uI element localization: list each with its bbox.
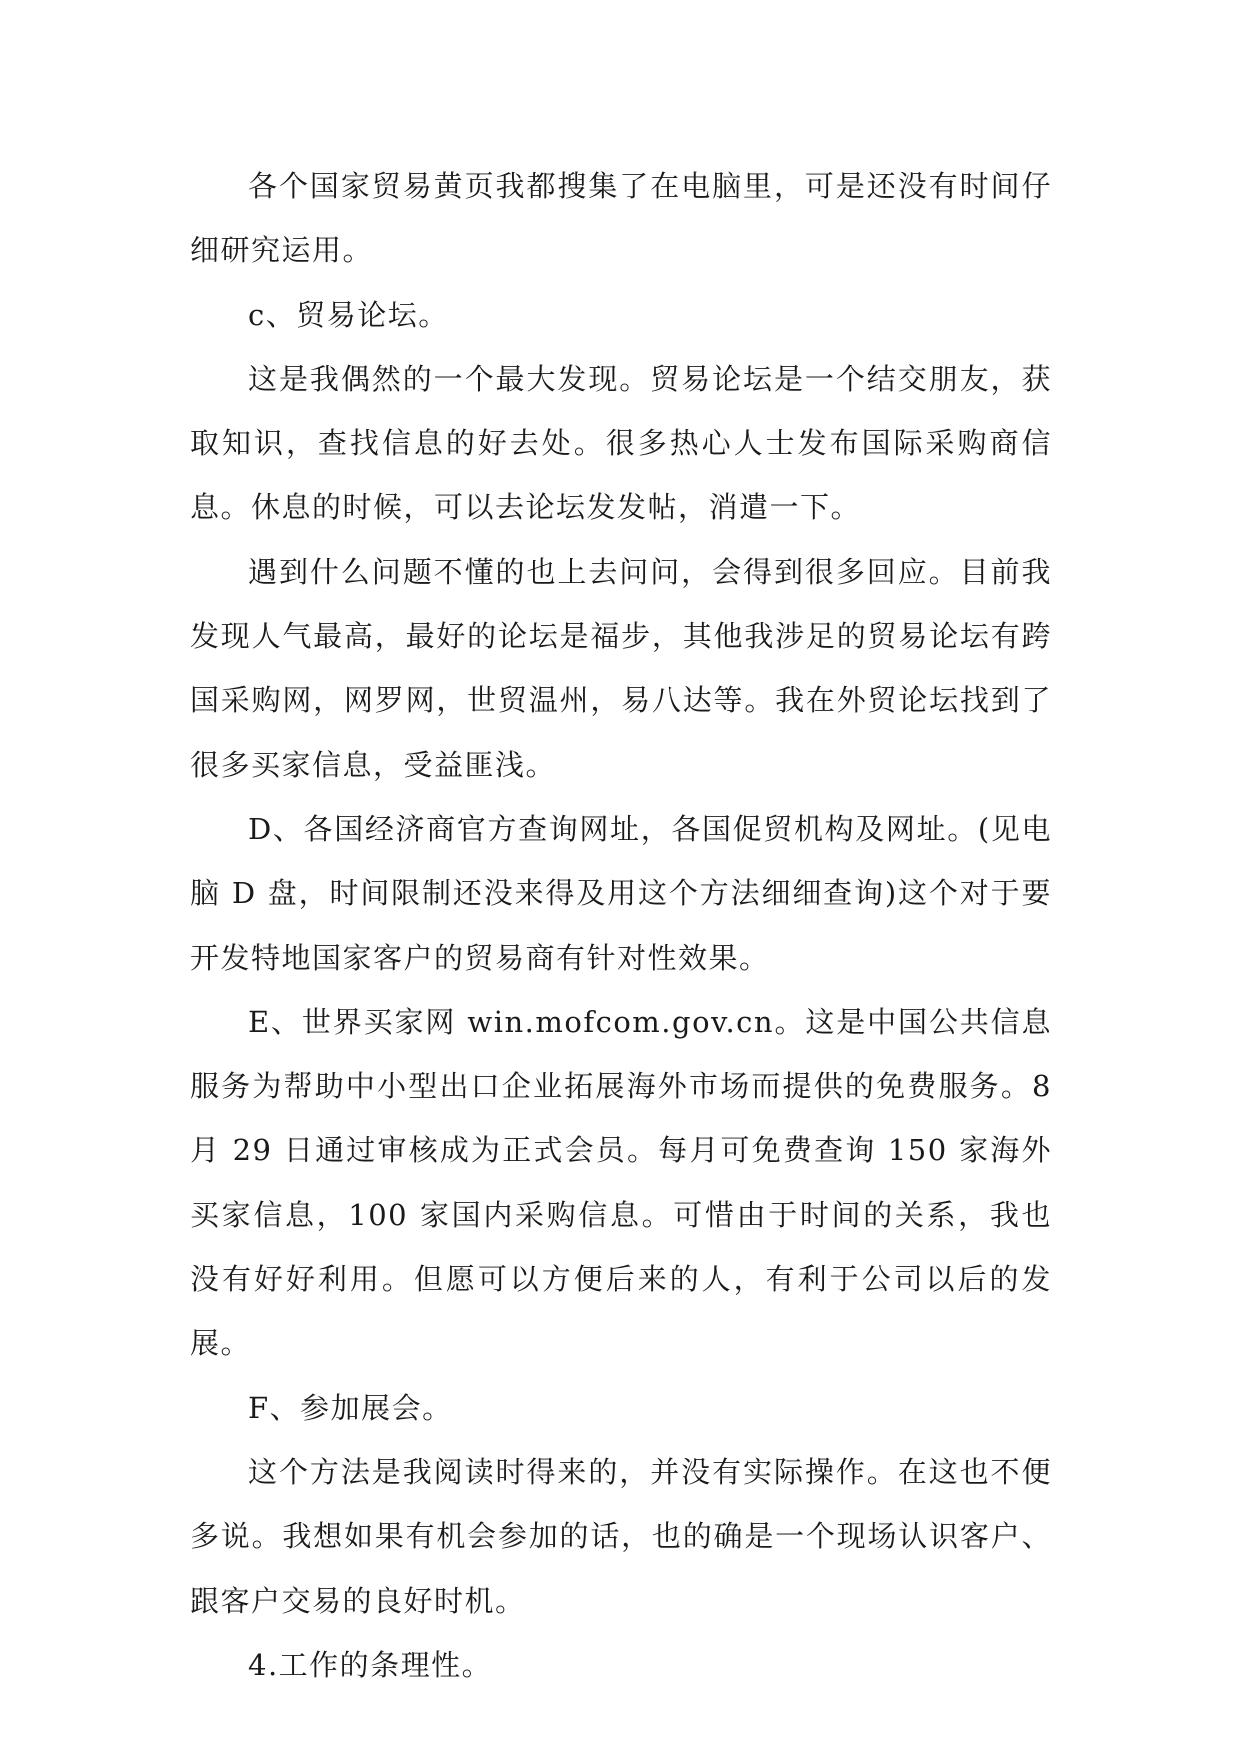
paragraph-world-buyers: E、世界买家网 win.mofcom.gov.cn。这是中国公共信息服务为帮助中小型出口企业拓展海外市场而提供的免费服务。8 月 29 日通过审核成为正式会员。每月可免费查询 150 家海外买家信息，100 家国内采购信息。可惜由于时间的关系，我也没有好好利用。但愿可以方便后来的人，有利于公司以后的发展。 bbox=[190, 1004, 1052, 1361]
paragraph-official-sites: D、各国经济商官方查询网址，各国促贸机构及网址。(见电脑 D 盘，时间限制还没来得及用这个方法细细查询)这个对于要开发特地国家客户的贸易商有针对性效果。 bbox=[190, 811, 1052, 975]
heading-work-organization: 4.工作的条理性。 bbox=[248, 1647, 493, 1682]
paragraph-forum-questions: 遇到什么问题不懂的也上去问问，会得到很多回应。目前我发现人气最高，最好的论坛是福步，其他我涉足的贸易论坛有跨国采购网，网罗网，世贸温州，易八达等。我在外贸论坛找到了很多买家信息，受益匪浅。 bbox=[190, 554, 1052, 782]
heading-trade-shows: F、参加展会。 bbox=[248, 1390, 453, 1425]
heading-trade-forum: c、贸易论坛。 bbox=[248, 297, 449, 332]
paragraph-trade-shows: 这个方法是我阅读时得来的，并没有实际操作。在这也不便多说。我想如果有机会参加的话，也的确是一个现场认识客户、跟客户交易的良好时机。 bbox=[190, 1454, 1052, 1618]
paragraph-yellow-pages: 各个国家贸易黄页我都搜集了在电脑里，可是还没有时间仔细研究运用。 bbox=[190, 169, 1052, 268]
document-body bbox=[190, 154, 1052, 1697]
paragraph-forum-discovery: 这是我偶然的一个最大发现。贸易论坛是一个结交朋友，获取知识，查找信息的好去处。很多热心人士发布国际采购商信息。休息的时候，可以去论坛发发帖，消遣一下。 bbox=[190, 361, 1052, 525]
